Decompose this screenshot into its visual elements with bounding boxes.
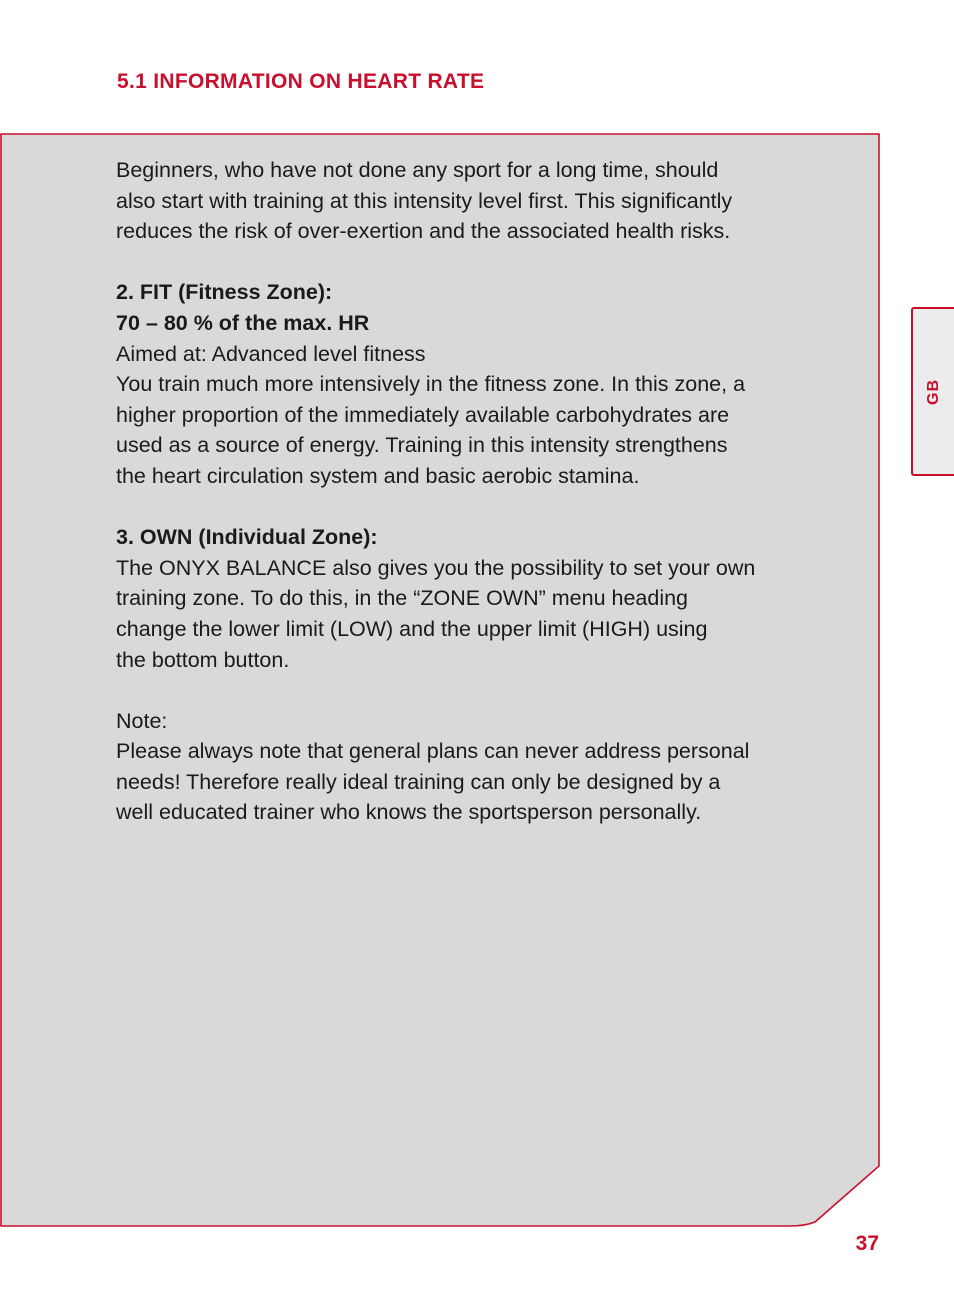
section-title: 5.1 INFORMATION ON HEART RATE: [117, 70, 485, 93]
text-line: well educated trainer who knows the sportsperson personally.: [116, 800, 702, 825]
own-zone-heading: 3. OWN (Individual Zone):: [116, 525, 378, 550]
fit-zone-aim: Aimed at: Advanced level fitness: [116, 341, 426, 366]
text-line: the bottom button.: [116, 647, 290, 672]
language-tab: [911, 307, 954, 476]
text-line: training zone. To do this, in the “ZONE OWN” menu heading: [116, 586, 689, 611]
fit-zone-section: [116, 277, 846, 491]
fit-zone-range: 70 – 80 % of the max. HR: [116, 310, 370, 335]
fit-zone-heading: 2. FIT (Fitness Zone):: [116, 280, 333, 305]
main-text: [116, 155, 846, 828]
own-zone-section: [116, 522, 846, 675]
text-line: Please always note that general plans can never address personal: [116, 739, 750, 764]
text-line: You train much more intensively in the fitness zone. In this zone, a: [116, 372, 746, 397]
text-line: reduces the risk of over-exertion and the associated health risks.: [116, 219, 731, 244]
text-line: change the lower limit (LOW) and the upper limit (HIGH) using: [116, 616, 708, 641]
text-line: the heart circulation system and basic aerobic stamina.: [116, 463, 640, 488]
note-section: [116, 706, 846, 828]
intro-paragraph: [116, 155, 846, 247]
text-line: The ONYX BALANCE also gives you the possibility to set your own: [116, 555, 756, 580]
text-line: Beginners, who have not done any sport for a long time, should: [116, 158, 719, 182]
page-number: 37: [855, 1232, 879, 1255]
text-line: needs! Therefore really ideal training can only be designed by a: [116, 769, 721, 794]
note-label: Note:: [116, 708, 168, 733]
text-line: higher proportion of the immediately available carbohydrates are: [116, 402, 730, 427]
text-line: also start with training at this intensity level first. This significantly: [116, 188, 733, 213]
text-line: used as a source of energy. Training in this intensity strengthens: [116, 433, 728, 458]
language-tab-label: GB: [924, 378, 942, 405]
